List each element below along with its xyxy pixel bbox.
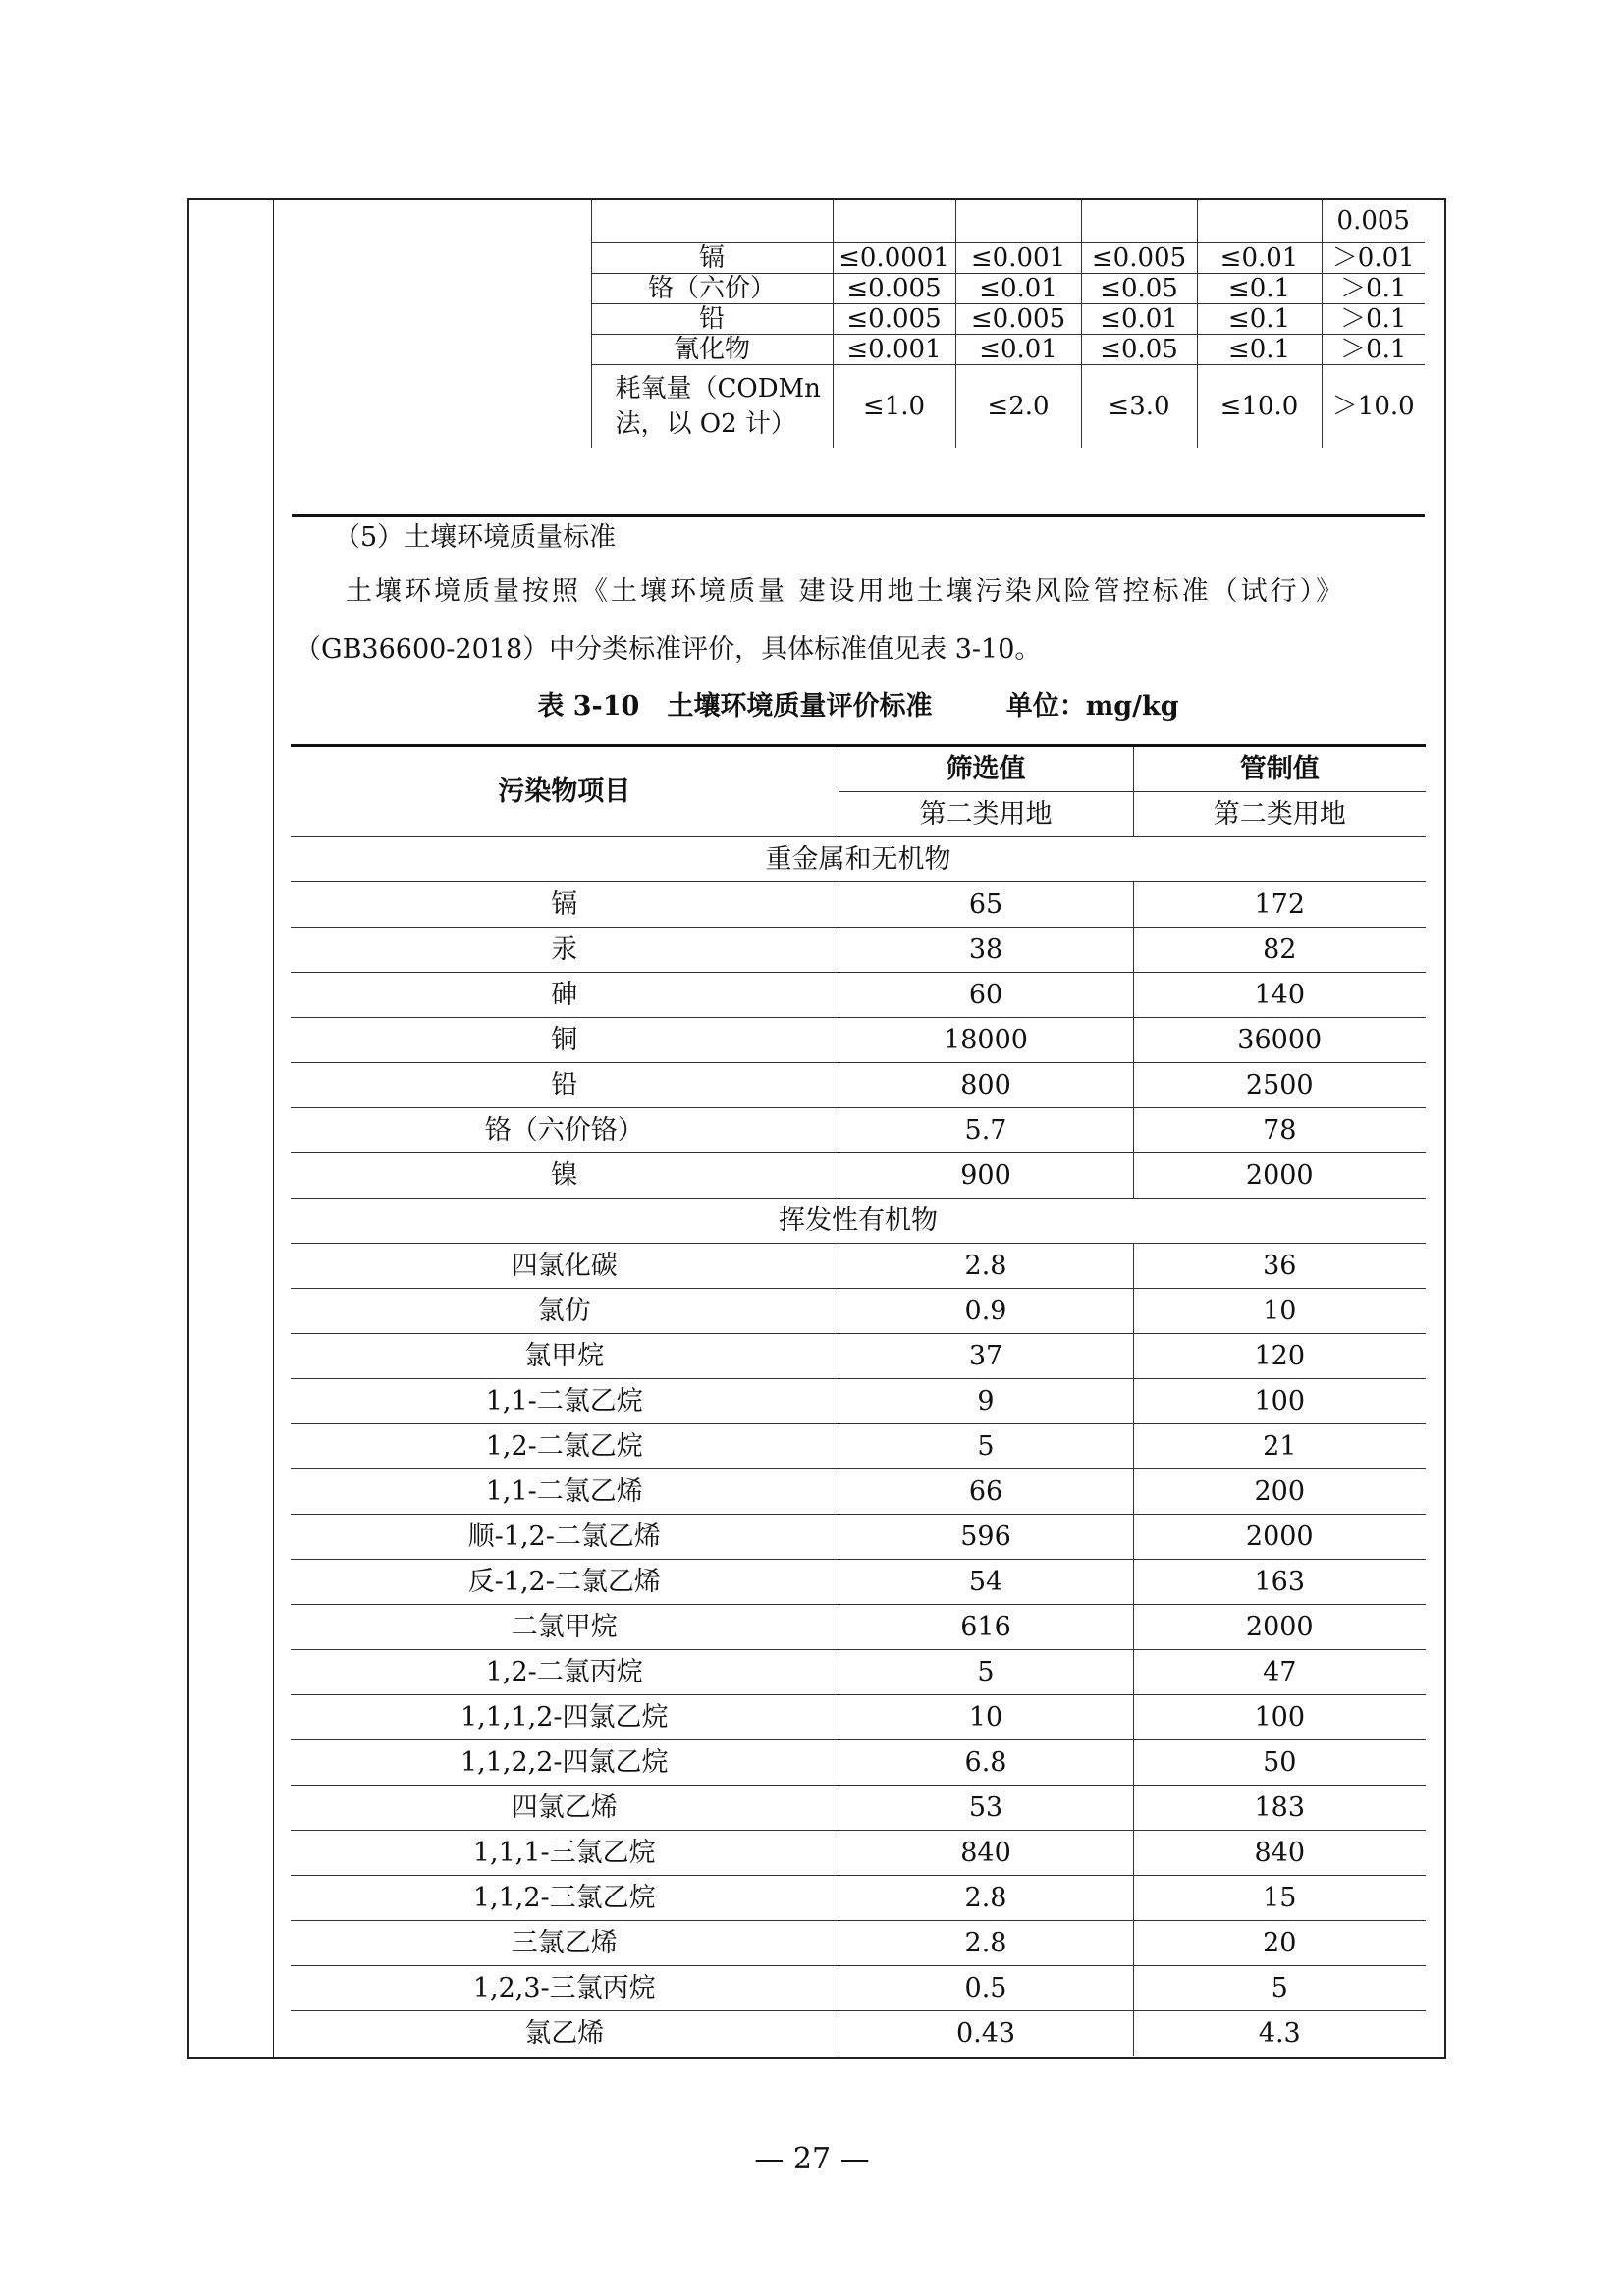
table-row [291,1876,1426,1921]
table-row [291,2011,1426,2056]
pollutant-name: 1,1-二氯乙烯 [291,1469,839,1515]
screening-value: 60 [839,973,1133,1018]
table-row [292,243,1425,274]
pollutant-name: 二氯甲烷 [291,1605,839,1650]
item-name: 铬（六价） [591,274,833,304]
table-row [291,1695,1426,1740]
pollutant-name: 1,1,1,2-四氯乙烷 [291,1695,839,1740]
pollutant-name: 汞 [291,928,839,973]
value-cell: ≤0.005 [833,304,955,335]
table-row [291,1018,1426,1063]
header-control-sub: 第二类用地 [1133,792,1426,837]
value-cell: ≤2.0 [955,365,1081,449]
blank-cell [292,335,591,365]
value-cell: ≤0.0001 [833,243,955,274]
control-value: 20 [1133,1921,1426,1966]
control-value: 172 [1133,882,1426,928]
screening-value: 66 [839,1469,1133,1515]
control-value: 100 [1133,1379,1426,1424]
header-item: 污染物项目 [291,746,839,837]
blank-cell [292,304,591,335]
table-row [291,1108,1426,1153]
value-cell: ≤0.1 [1197,304,1322,335]
table-row [291,1334,1426,1379]
value-cell: ≤0.005 [833,274,955,304]
control-value: 2500 [1133,1063,1426,1108]
value-cell: ≤0.01 [1081,304,1197,335]
item-name: 铅 [591,304,833,335]
value-cell: 0.005 [1322,199,1425,243]
value-cell: ＞0.1 [1322,304,1425,335]
control-value: 2000 [1133,1515,1426,1560]
value-cell [1081,199,1197,243]
table-row [292,274,1425,304]
pollutant-name: 砷 [291,973,839,1018]
value-cell: ≤0.01 [955,274,1081,304]
item-name: 氰化物 [591,335,833,365]
control-value: 47 [1133,1650,1426,1695]
pollutant-name: 铬（六价铬） [291,1108,839,1153]
table-row [291,973,1426,1018]
pollutant-name: 氯仿 [291,1289,839,1334]
control-value: 2000 [1133,1605,1426,1650]
item-name [591,199,833,243]
screening-value: 840 [839,1831,1133,1876]
item-name-line-1: 耗氧量（CODMn [615,374,821,403]
table-row [291,1740,1426,1786]
blank-cell [292,274,591,304]
pollutant-name: 1,2,3-三氯丙烷 [291,1966,839,2011]
table-row [291,928,1426,973]
screening-value: 0.9 [839,1289,1133,1334]
control-value: 78 [1133,1108,1426,1153]
value-cell: ≤0.1 [1197,274,1322,304]
screening-value: 10 [839,1695,1133,1740]
blank-cell [292,243,591,274]
value-cell: ＞0.1 [1322,274,1425,304]
control-value: 36 [1133,1244,1426,1289]
value-cell: ≤0.1 [1197,335,1322,365]
group-label: 重金属和无机物 [291,837,1426,882]
value-cell: ≤0.05 [1081,274,1197,304]
screening-value: 0.5 [839,1966,1133,2011]
screening-value: 65 [839,882,1133,928]
table-row [291,1921,1426,1966]
header-control: 管制值 [1133,746,1426,792]
control-value: 200 [1133,1469,1426,1515]
value-cell: ≤1.0 [833,365,955,449]
screening-value: 800 [839,1063,1133,1108]
table-bottom-rule [292,514,1425,517]
screening-value: 2.8 [839,1244,1133,1289]
control-value: 2000 [1133,1153,1426,1199]
table-row [292,365,1425,449]
table-row [291,1605,1426,1650]
screening-value: 9 [839,1379,1133,1424]
table-row [291,1289,1426,1334]
table-row [291,1379,1426,1424]
paragraph-line-2: （GB36600-2018）中分类标准评价，具体标准值见表 3-10。 [295,634,1042,665]
page-number: — 27 — [754,2142,870,2176]
screening-value: 6.8 [839,1740,1133,1786]
control-value: 120 [1133,1334,1426,1379]
table-row [291,1966,1426,2011]
table-row [291,1063,1426,1108]
item-name: 镉 [591,243,833,274]
pollutant-name: 三氯乙烯 [291,1921,839,1966]
pollutant-name: 镍 [291,1153,839,1199]
table-row [291,1650,1426,1695]
table-row [291,1424,1426,1469]
blank-cell [292,199,591,243]
value-cell: ≤0.001 [833,335,955,365]
screening-value: 2.8 [839,1876,1133,1921]
frame-column-divider [273,198,274,2059]
control-value: 100 [1133,1695,1426,1740]
screening-value: 38 [839,928,1133,973]
control-value: 50 [1133,1740,1426,1786]
table-row [292,304,1425,335]
table-row [291,1831,1426,1876]
blank-cell [292,365,591,449]
value-cell: ≤0.005 [955,304,1081,335]
table-row [291,1560,1426,1605]
pollutant-name: 1,1,2,2-四氯乙烷 [291,1740,839,1786]
pollutant-name: 顺-1,2-二氯乙烯 [291,1515,839,1560]
table-row [291,1515,1426,1560]
table-row [292,335,1425,365]
control-value: 840 [1133,1831,1426,1876]
section-title: （5）土壤环境质量标准 [334,522,617,553]
item-name-line-2: 法，以 O2 计） [615,409,796,439]
table-row [291,1153,1426,1199]
screening-value: 37 [839,1334,1133,1379]
value-cell: ≤0.005 [1081,243,1197,274]
table-row [291,1786,1426,1831]
value-cell: ＞0.1 [1322,335,1425,365]
control-value: 21 [1133,1424,1426,1469]
pollutant-name: 1,1,2-三氯乙烷 [291,1876,839,1921]
table-caption: 表 3-10 土壤环境质量评价标准 单位：mg/kg [537,691,1179,721]
group-row [291,837,1426,882]
screening-value: 54 [839,1560,1133,1605]
control-value: 4.3 [1133,2011,1426,2056]
value-cell: ≤0.01 [955,335,1081,365]
value-cell: ≤10.0 [1197,365,1322,449]
control-value: 36000 [1133,1018,1426,1063]
continued-water-quality-table [292,199,1425,448]
header-row [291,746,1426,792]
screening-value: 5.7 [839,1108,1133,1153]
control-value: 183 [1133,1786,1426,1831]
header-screen-sub: 第二类用地 [839,792,1133,837]
table-row [291,1469,1426,1515]
screening-value: 18000 [839,1018,1133,1063]
value-cell: ＞0.01 [1322,243,1425,274]
pollutant-name: 1,2-二氯乙烷 [291,1424,839,1469]
pollutant-name: 氯甲烷 [291,1334,839,1379]
paragraph-line-1: 土壤环境质量按照《土壤环境质量 建设用地土壤污染风险管控标准（试行）》 [346,576,1346,607]
table-row [291,1244,1426,1289]
value-cell: ≤0.05 [1081,335,1197,365]
control-value: 163 [1133,1560,1426,1605]
pollutant-name: 四氯乙烯 [291,1786,839,1831]
control-value: 140 [1133,973,1426,1018]
pollutant-name: 铜 [291,1018,839,1063]
pollutant-name: 氯乙烯 [524,2017,605,2049]
table-row [291,882,1426,928]
value-cell [1197,199,1322,243]
screening-value: 53 [839,1786,1133,1831]
screening-value: 596 [839,1515,1133,1560]
value-cell [955,199,1081,243]
pollutant-name: 1,1-二氯乙烷 [291,1379,839,1424]
pollutant-name: 反-1,2-二氯乙烯 [291,1560,839,1605]
group-label: 挥发性有机物 [291,1199,1426,1244]
group-row [291,1199,1426,1244]
value-cell [833,199,955,243]
screening-value: 900 [839,1153,1133,1199]
header-screen: 筛选值 [839,746,1133,792]
item-name [591,365,833,449]
control-value: 15 [1133,1876,1426,1921]
table-row [292,199,1425,243]
value-cell: ≤0.001 [955,243,1081,274]
screening-value: 616 [839,1605,1133,1650]
pollutant-name: 1,2-二氯丙烷 [291,1650,839,1695]
screening-value: 5 [839,1424,1133,1469]
value-cell: ＞10.0 [1322,365,1425,449]
pollutant-name: 铅 [291,1063,839,1108]
soil-quality-table [291,744,1426,2056]
control-value: 5 [1133,1966,1426,2011]
control-value: 10 [1133,1289,1426,1334]
screening-value: 0.43 [839,2011,1133,2056]
screening-value: 2.8 [839,1921,1133,1966]
control-value: 82 [1133,928,1426,973]
value-cell: ≤3.0 [1081,365,1197,449]
pollutant-name: 镉 [291,882,839,928]
screening-value: 5 [839,1650,1133,1695]
pollutant-name: 四氯化碳 [291,1244,839,1289]
pollutant-name: 1,1,1-三氯乙烷 [291,1831,839,1876]
value-cell: ≤0.01 [1197,243,1322,274]
